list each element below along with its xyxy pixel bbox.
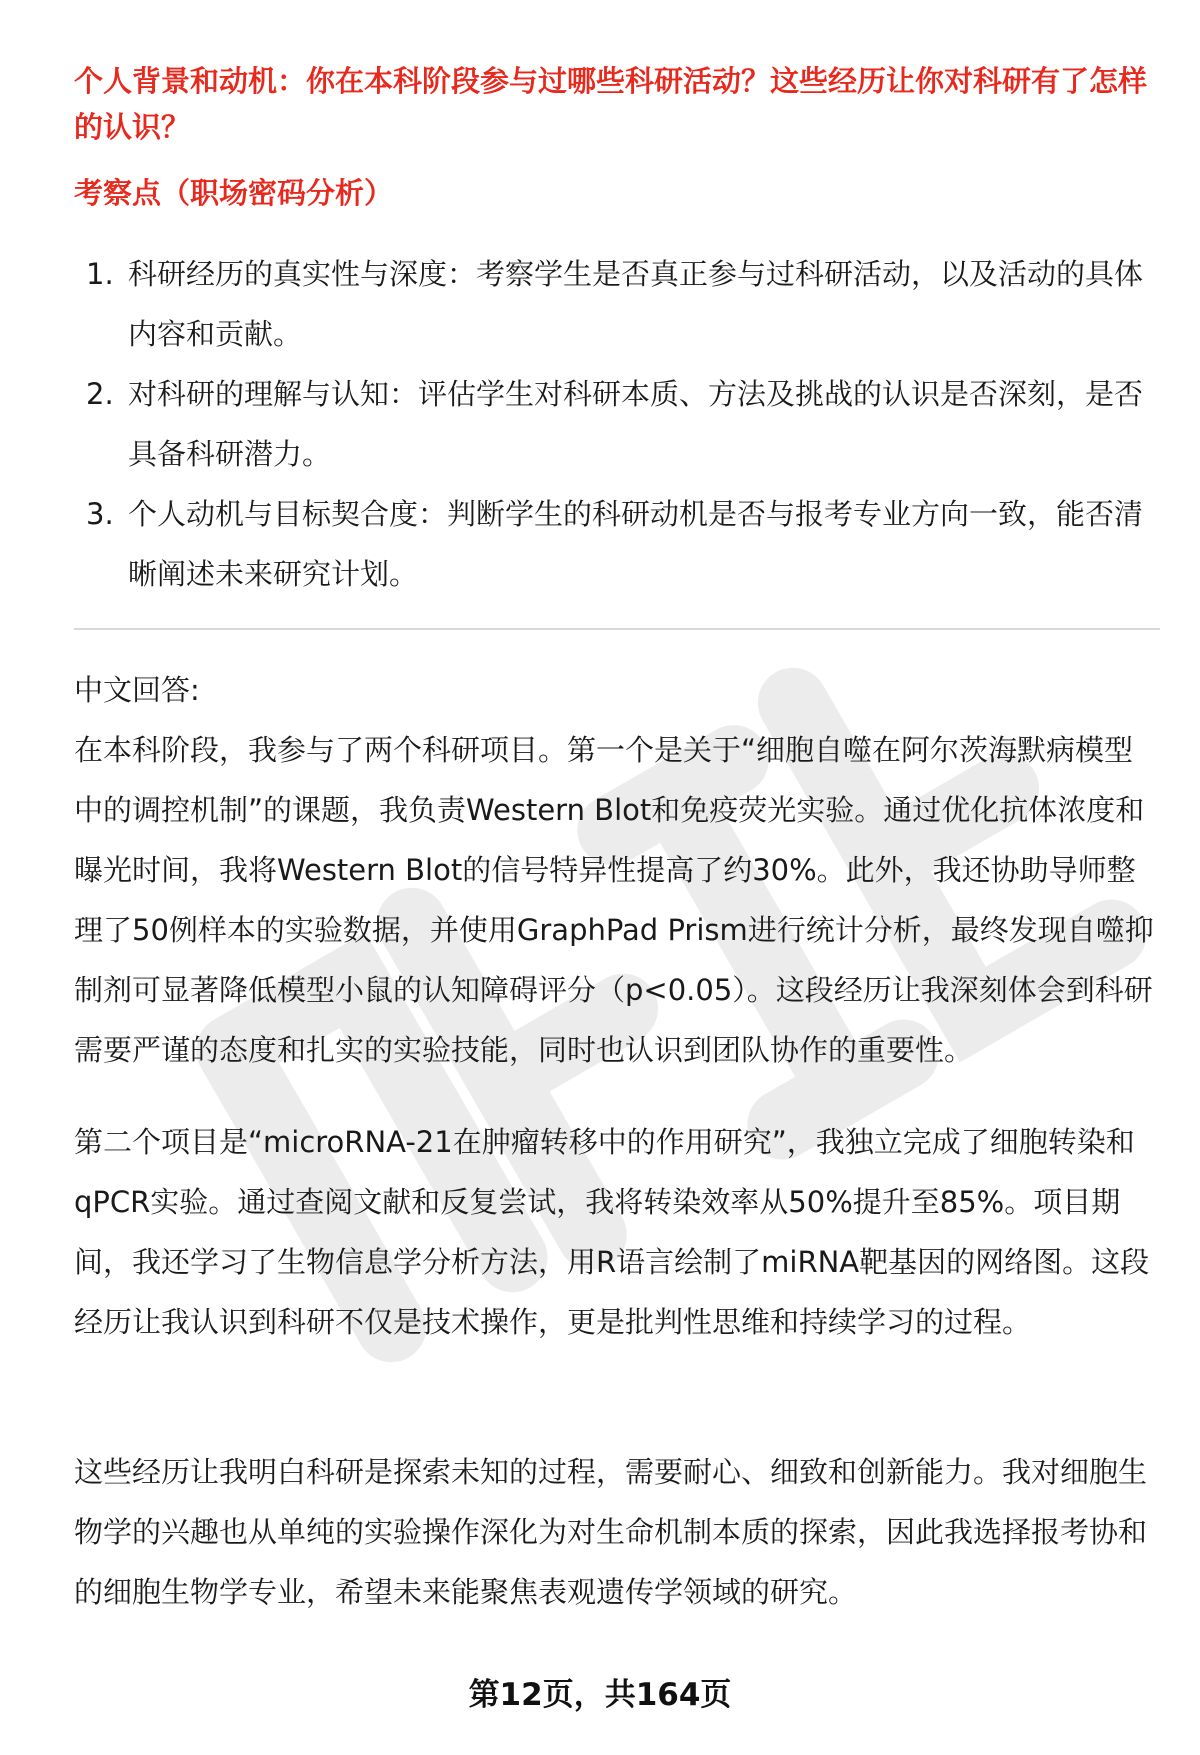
list-number: 2. [86, 377, 114, 411]
list-item-text: 科研经历的真实性与深度：考察学生是否真正参与过科研活动，以及活动的具体内容和贡献。 [128, 257, 1144, 351]
answer-paragraph-1: 在本科阶段，我参与了两个科研项目。第一个是关于“细胞自噬在阿尔茨海默病模型中的调控机制”的课题，我负责Western Blot和免疫荧光实验。通过优化抗体浓度和曝光时间，我将Western Blot的信号特异性提高了约30%。此外，我还协助导师整理了50例样本的实验数据，并使用GraphPad Prism进行统计分析，最终发现自噬抑制剂可显著降低模型小鼠的认知障碍评分（p<0.05）。这段经历让我深刻体会到科研需要严谨的态度和扎实的实验技能，同时也认识到团队协作的重要性。 [74, 733, 1154, 1067]
list-item [74, 364, 1160, 484]
list-item [74, 484, 1160, 604]
list-item [74, 244, 1160, 364]
list-number: 3. [86, 497, 114, 531]
answer-paragraph-3: 这些经历让我明白科研是探索未知的过程，需要耐心、细致和创新能力。我对细胞生物学的兴趣也从单纯的实验操作深化为对生命机制本质的探索，因此我选择报考协和的细胞生物学专业，希望未来能聚焦表观遗传学领域的研究。 [74, 1455, 1148, 1609]
list-item-text: 个人动机与目标契合度：判断学生的科研动机是否与报考专业方向一致，能否清晰阐述未来研究计划。 [128, 497, 1144, 591]
answer-label: 中文回答: [74, 673, 200, 707]
focus-heading: 考察点（职场密码分析） [74, 176, 394, 210]
focus-points-list [74, 244, 1160, 604]
list-item-text: 对科研的理解与认知：评估学生对科研本质、方法及挑战的认识是否深刻，是否具备科研潜力。 [128, 377, 1144, 471]
answer-paragraph-2: 第二个项目是“microRNA-21在肿瘤转移中的作用研究”，我独立完成了细胞转染和qPCR实验。通过查阅文献和反复尝试，我将转染效率从50%提升至85%。项目期间，我还学习了生物信息学分析方法，用R语言绘制了miRNA靶基因的网络图。这段经历让我认识到科研不仅是技术操作，更是批判性思维和持续学习的过程。 [74, 1125, 1150, 1339]
page-number-footer: 第12页，共164页 [468, 1677, 732, 1713]
question-heading: 个人背景和动机：你在本科阶段参与过哪些科研活动？这些经历让你对科研有了怎样的认识？ [74, 64, 1148, 144]
list-number: 1. [86, 257, 114, 291]
divider [74, 628, 1160, 630]
